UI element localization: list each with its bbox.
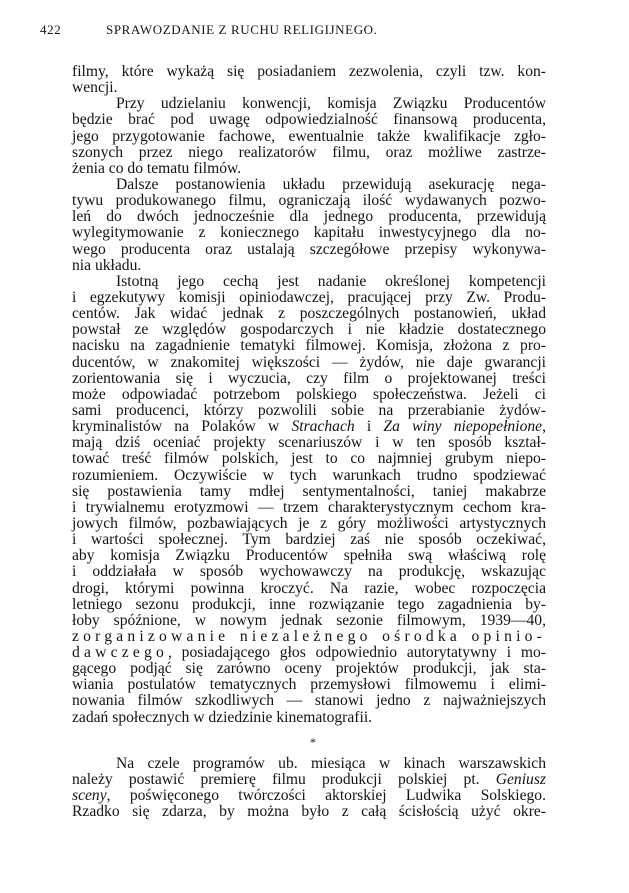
text-segment: wencji. bbox=[72, 79, 118, 97]
text-line bbox=[72, 484, 546, 500]
text-line bbox=[72, 371, 546, 387]
text-segment: i oddziałała w sposób wychowawczy na produkcję, wskazując bbox=[72, 563, 546, 581]
section-break-asterisk: * bbox=[310, 735, 316, 749]
text-line bbox=[72, 193, 546, 209]
second-section-text-block bbox=[72, 756, 546, 821]
text-segment: będzie brać pod uwagę odpowiedzialność finansową producenta, bbox=[72, 111, 546, 129]
text-line bbox=[72, 500, 546, 516]
text-segment: się postawienia tamy mdłej sentymentalności, taniej makabrze bbox=[72, 482, 546, 500]
text-line bbox=[72, 451, 546, 467]
text-segment: filmy, które wykażą się posiadaniem zezwolenia, czyli tzw. kon- bbox=[72, 63, 546, 80]
text-line bbox=[72, 145, 546, 161]
text-segment: Przy udzielaniu konwencji, komisja Związku Producentów bbox=[116, 95, 546, 113]
text-line bbox=[72, 629, 546, 645]
text-segment: , bbox=[542, 418, 546, 436]
text-line bbox=[72, 403, 546, 419]
main-text-block bbox=[72, 64, 546, 726]
paragraph bbox=[72, 756, 546, 821]
text-line bbox=[72, 564, 546, 580]
text-line bbox=[72, 112, 546, 128]
text-segment: sami producenci, którzy pozwolili sobie na przerabianie żydów- bbox=[72, 401, 546, 419]
text-segment: wego producenta oraz ustalają szczegółowe przepisy wykonywa- bbox=[72, 240, 546, 258]
text-line bbox=[72, 788, 546, 804]
paragraph bbox=[72, 96, 546, 177]
text-segment: leń do dwóch jednocześnie dla jednego producenta, przewidują bbox=[72, 208, 546, 226]
text-segment: aby komisja Związku Producentów spełniła swą właściwą rolę bbox=[72, 547, 546, 565]
text-segment: Dalsze postanowienia układu przewidują asekurację nega- bbox=[116, 175, 546, 193]
text-segment: tować treść filmów polskich, jest to co najmniej grubym niepo- bbox=[72, 450, 546, 468]
text-line bbox=[72, 532, 546, 548]
text-line bbox=[72, 290, 546, 306]
text-segment: nacisku na zagadnienie tematyki filmowej. Komisja, złożona z pro- bbox=[72, 337, 546, 355]
paragraph bbox=[72, 64, 546, 96]
text-segment: powstał ze względów gospodarczych i nie kładzie dostatecznego bbox=[72, 321, 546, 339]
text-segment: jowych filmów, pozbawiających je z góry możliwości artystycznych bbox=[72, 514, 546, 532]
text-segment: tywu produkowanego filmu, ograniczają ilość wydawanych pozwo- bbox=[72, 192, 546, 210]
text-segment: centów. Jak widać jednak z poszczególnych postanowień, układ bbox=[72, 305, 546, 323]
text-segment: kryminalistów na Polaków w bbox=[72, 418, 292, 436]
text-segment: wylegitymowanie z koniecznego kapitału inwestycyjnego dla no- bbox=[72, 224, 546, 242]
text-segment: Rzadko się zdarza, by można było z całą ścisłością użyć okre- bbox=[72, 803, 546, 821]
text-segment: i trywialnemu erotyzmowi — trzem charakterystycznym cechom kra- bbox=[72, 498, 546, 516]
text-line bbox=[72, 597, 546, 613]
text-segment: i egzekutywy komisji opiniodawczej, pracującej przy Zw. Produ- bbox=[72, 288, 546, 306]
text-line bbox=[72, 161, 546, 177]
text-line bbox=[72, 225, 546, 241]
text-line bbox=[72, 387, 546, 403]
running-title: SPRAWOZDANIE Z RUCHU RELIGIJNEGO. bbox=[106, 22, 378, 37]
text-segment: Na czele programów ub. miesiąca w kinach warszawskich bbox=[116, 755, 546, 772]
text-line bbox=[72, 677, 546, 693]
text-segment: ducentów, w znakomitej większości — żydów, nie daje gwarancji bbox=[72, 353, 546, 371]
text-line bbox=[72, 209, 546, 225]
paragraph bbox=[72, 177, 546, 274]
text-line bbox=[72, 338, 546, 354]
text-line bbox=[72, 772, 546, 788]
text-line bbox=[72, 581, 546, 597]
text-segment: szonych przez niego realizatorów filmu, oraz możliwe zastrze- bbox=[72, 143, 546, 161]
italic-title-text: sceny bbox=[72, 787, 107, 805]
text-segment: nia układu. bbox=[72, 256, 142, 274]
italic-title-text: Za winy niepopełnione bbox=[383, 418, 543, 436]
spaced-emphasis-text: dawczego bbox=[72, 644, 168, 662]
italic-title-text: Strachach bbox=[291, 418, 355, 436]
text-line bbox=[72, 693, 546, 709]
text-segment: należy postawić premierę filmu produkcji polskiej pt. bbox=[72, 771, 496, 789]
text-segment: żenia co do tematu filmów. bbox=[72, 159, 242, 177]
text-line bbox=[72, 177, 546, 193]
text-segment: jego przygotowanie fachowe, ewentualnie także kwalifikacje zgło- bbox=[72, 127, 546, 145]
text-segment: zorientowania się i wyczucia, czy film o projektowanej treści bbox=[72, 369, 546, 387]
text-segment: , posiadającego głos odpowiednio autorytatywny i mo- bbox=[167, 644, 546, 662]
text-segment: wiania postulatów tematycznych przemysłowi filmowemu i elimi- bbox=[72, 676, 546, 694]
text-line bbox=[72, 419, 546, 435]
text-line bbox=[72, 710, 546, 726]
text-line bbox=[72, 661, 546, 677]
text-line bbox=[72, 756, 546, 772]
text-line bbox=[72, 274, 546, 290]
text-line bbox=[72, 96, 546, 112]
italic-title-text: Geniusz bbox=[495, 771, 546, 789]
text-line bbox=[72, 355, 546, 371]
text-line bbox=[72, 306, 546, 322]
text-segment: drogi, którymi powinna kroczyć. Na razie, wobec rozpoczęcia bbox=[72, 579, 546, 597]
text-line bbox=[72, 548, 546, 564]
text-segment: i wartości społecznej. Tym bardziej zaś nie sposób oczekiwać, bbox=[72, 531, 546, 549]
text-line bbox=[72, 435, 546, 451]
text-line bbox=[72, 468, 546, 484]
text-line bbox=[72, 322, 546, 338]
text-line bbox=[72, 804, 546, 820]
text-line bbox=[72, 64, 546, 80]
text-segment: nowania filmów szkodliwych — stanowi jedno z najważniejszych bbox=[72, 692, 546, 710]
text-segment: i bbox=[354, 418, 384, 436]
spaced-emphasis-text: zorganizowanie niezależnego ośrodka opinio- bbox=[72, 627, 546, 645]
text-segment: rozumieniem. Oczywiście w tych warunkach trudno spodziewać bbox=[72, 466, 546, 484]
text-segment: Istotną jego cechą jest nadanie określonej kompetencji bbox=[116, 272, 546, 290]
page-header bbox=[40, 22, 545, 42]
text-line bbox=[72, 645, 546, 661]
text-segment: , poświęconego twórczości aktorskiej Ludwika Solskiego. bbox=[106, 787, 546, 805]
text-line bbox=[72, 242, 546, 258]
text-line bbox=[72, 129, 546, 145]
text-segment: łoby spóźnione, w nowym jednak sezonie filmowym, 1939—40, bbox=[72, 611, 546, 629]
page-number: 422 bbox=[40, 22, 62, 37]
text-segment: zadań społecznych w dziedzinie kinematografii. bbox=[72, 708, 373, 726]
text-line bbox=[72, 613, 546, 629]
text-segment: letniego sezonu produkcji, inne rozwiązanie tego zagadnienia by- bbox=[72, 595, 546, 613]
text-segment: mają dziś oceniać projekty scenariuszów i w ten sposób kształ- bbox=[72, 434, 546, 452]
text-line bbox=[72, 258, 546, 274]
text-line bbox=[72, 516, 546, 532]
text-line bbox=[72, 80, 546, 96]
text-segment: może odpowiadać potrzebom polskiego społeczeństwa. Jeżeli ci bbox=[72, 385, 546, 403]
paragraph bbox=[72, 274, 546, 726]
text-segment: gącego podjąć się zarówno oceny projektów produkcji, jak sta- bbox=[72, 660, 546, 678]
